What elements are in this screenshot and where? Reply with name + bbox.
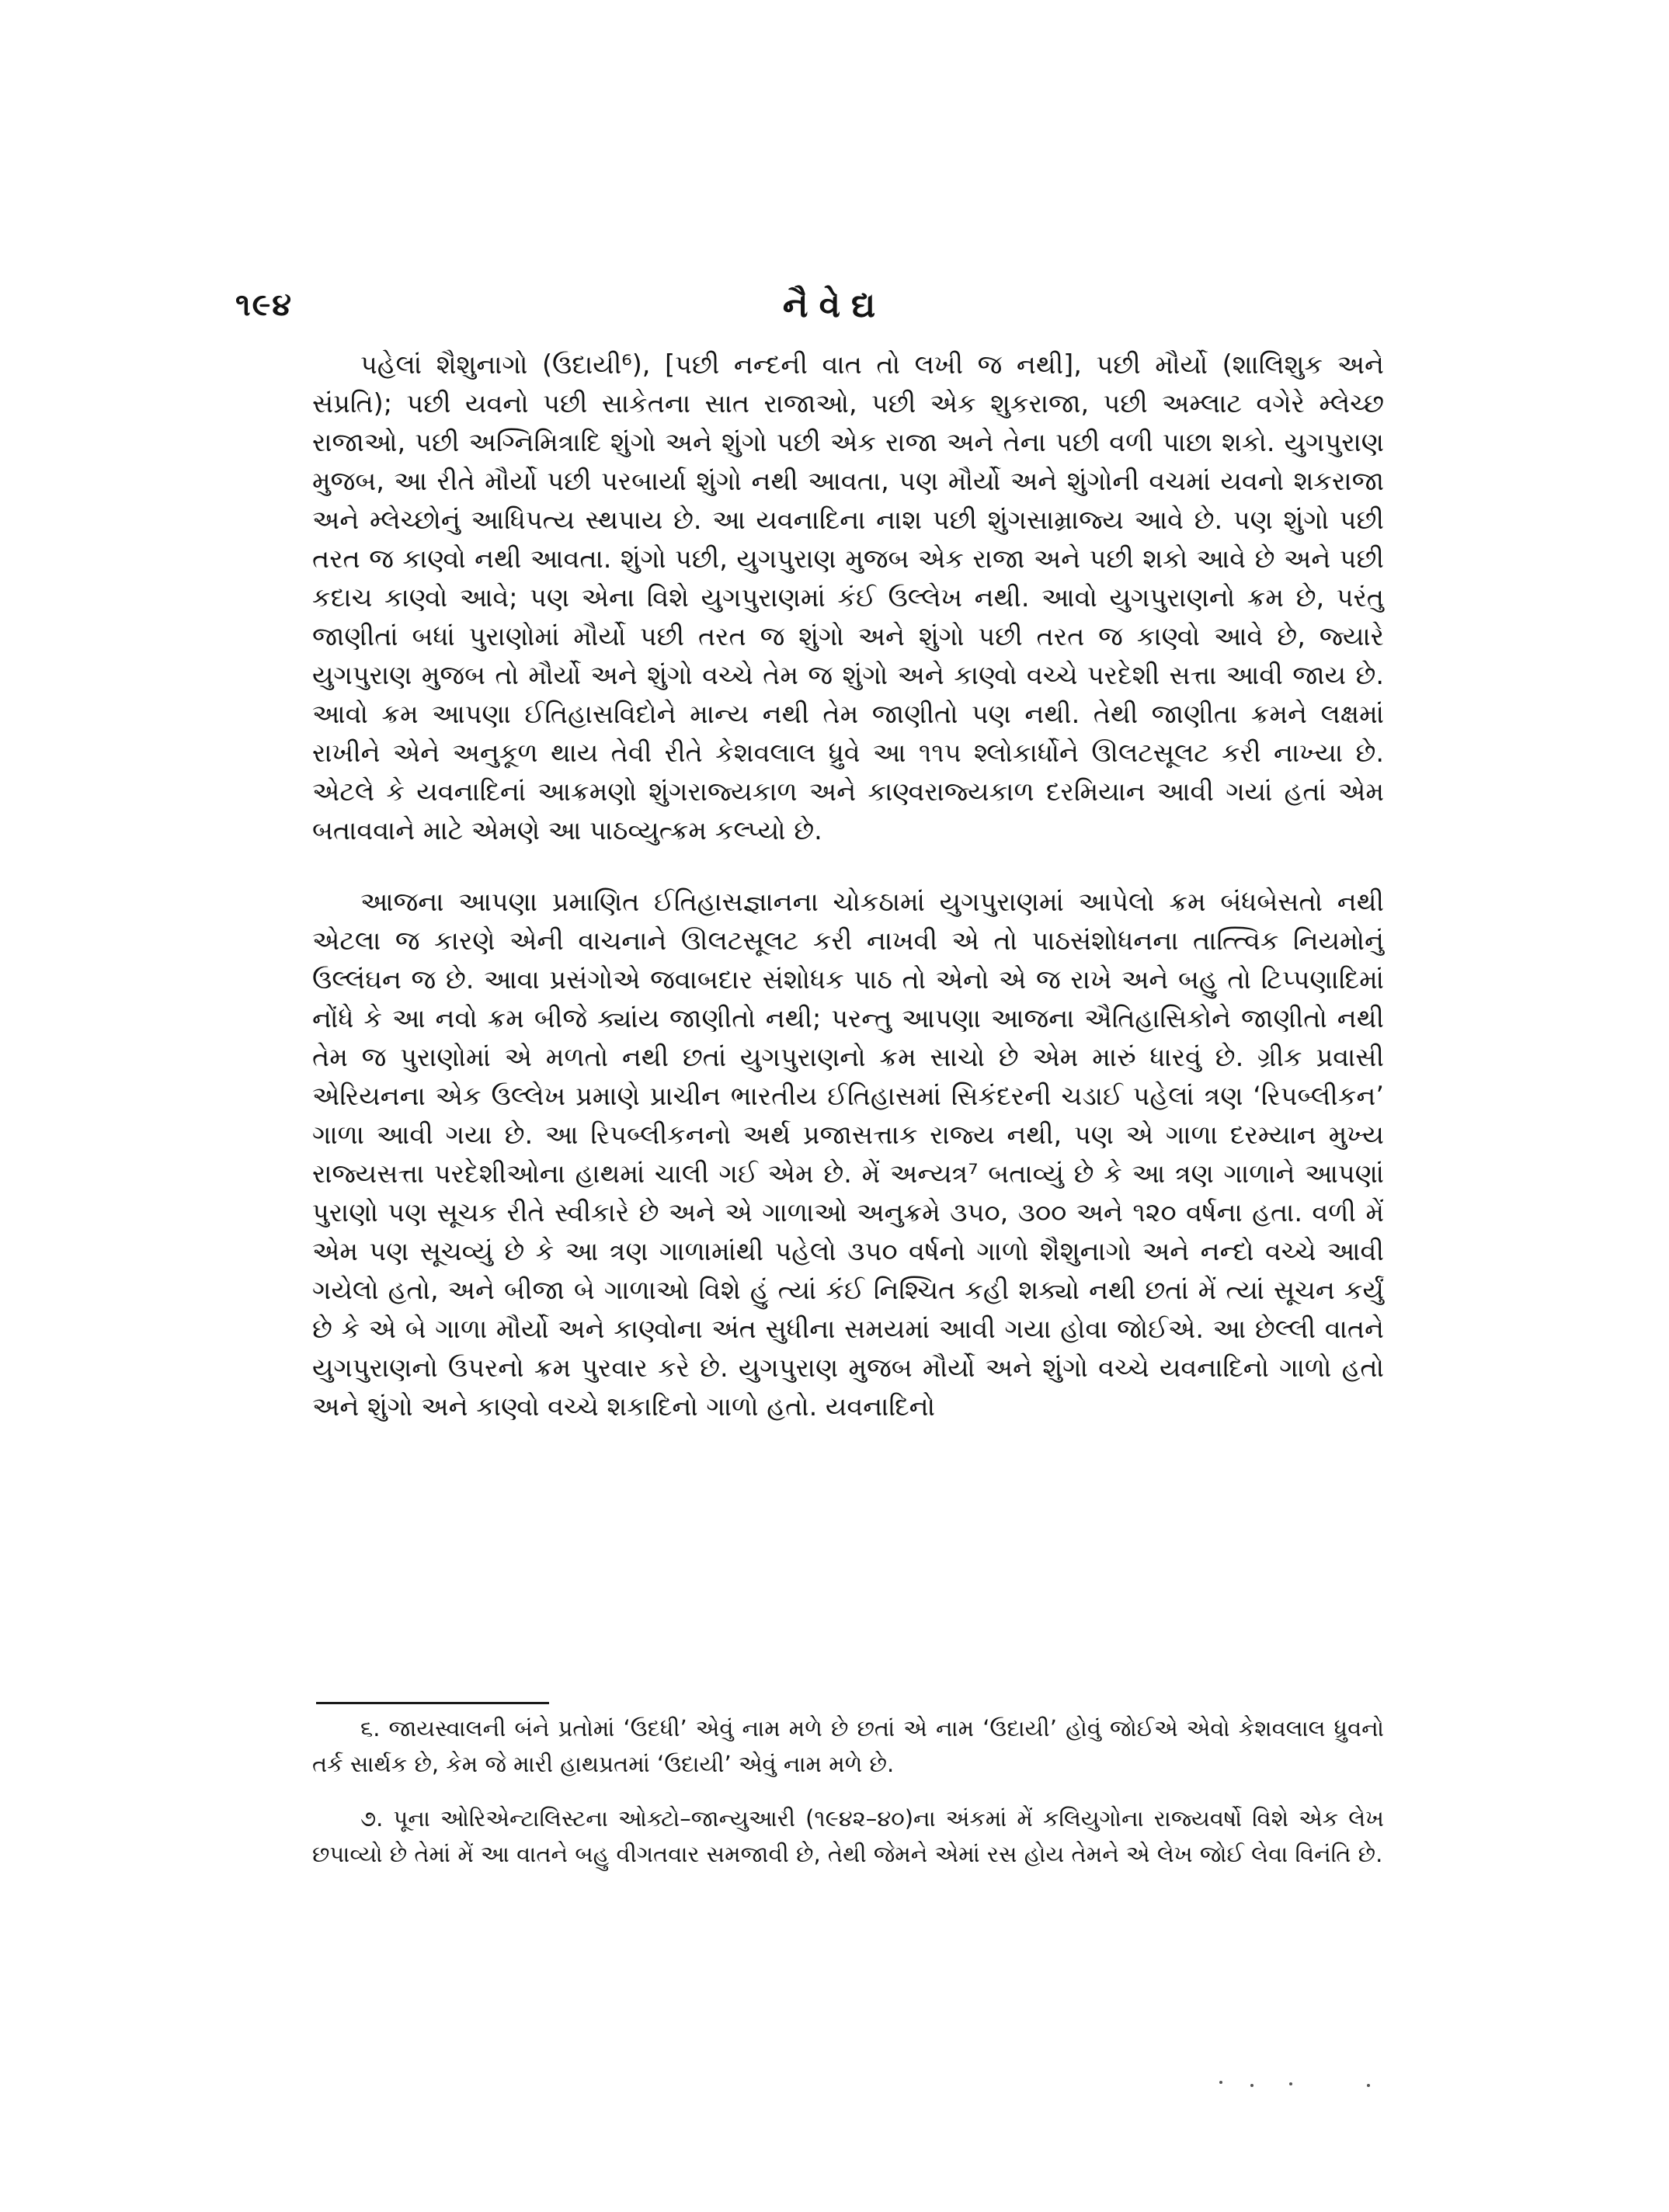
running-title: નૈવેદ્ય xyxy=(782,286,887,325)
footnotes xyxy=(312,1710,1384,1872)
print-speck xyxy=(1219,2081,1222,2084)
main-text xyxy=(312,346,1384,1426)
footnote-rule xyxy=(316,1702,549,1704)
page-number: ૧૯૪ xyxy=(235,287,294,323)
print-speck xyxy=(1367,2084,1370,2087)
footnote-7: ૭. પૂના ઓરિએન્ટાલિસ્ટના ઓક્ટો–જાન્યુઆરી (૧૯૪૨–૪૦)ના અંકમાં મેં કલિયુગોના રાજ્યવર્ષો વિશે એક લેખ છપાવ્યો છે તેમાં મેં આ વાતને બહુ વીગતવાર સમજાવી છે, તેથી જેમને એમાં રસ હોય તેમને એ લેખ જોઈ લેવા વિનંતિ છે. xyxy=(312,1805,1384,1867)
footnote-6: ૬. જાયસ્વાલની બંને પ્રતોમાં ‘ઉદધી’ એવું નામ મળે છે છતાં એ નામ ‘ઉદાયી’ હોવું જોઈએ એવો કેશવલાલ ધ્રુવનો તર્ક સાર્થક છે, કેમ જે મારી હાથપ્રતમાં ‘ઉદાયી’ એવું નામ મળે છે. xyxy=(312,1715,1384,1777)
print-speck xyxy=(1289,2082,1292,2085)
paragraph-1: પહેલાં શૈશુનાગો (ઉદાયી⁶), [પછી નન્દની વાત તો લખી જ નથી], પછી મૌર્યો (શાલિશુક અને સંપ્રતિ); પછી યવનો પછી સાકેતના સાત રાજાઓ, પછી એક શુકરાજા, પછી અમ્લાટ વગેરે મ્લેચ્છ રાજાઓ, પછી અગ્નિમિત્રાદિ શુંગો અને શુંગો પછી એક રાજા અને તેના પછી વળી પાછા શકો. યુગપુરાણ મુજબ, આ રીતે મૌર્યો પછી પરબાર્યા શુંગો નથી આવતા, પણ મૌર્યો અને શુંગોની વચમાં યવનો શકરાજા અને મ્લેચ્છોનું આધિપત્ય સ્થપાય છે. આ યવનાદિના નાશ પછી શુંગસામ્રાજ્ય આવે છે. પણ શુંગો પછી તરત જ કાણ્વો નથી આવતા. શુંગો પછી, યુગપુરાણ મુજબ એક રાજા અને પછી શકો આવે છે અને પછી કદાચ કાણ્વો આવે; પણ એના વિશે યુગપુરાણમાં કંઈ ઉલ્લેખ નથી. આવો યુગપુરાણનો ક્રમ છે, પરંતુ જાણીતાં બધાં પુરાણોમાં મૌર્યો પછી તરત જ શુંગો અને શુંગો પછી તરત જ કાણ્વો આવે છે, જ્યારે યુગપુરાણ મુજબ તો મૌર્યો અને શુંગો વચ્ચે તેમ જ શુંગો અને કાણ્વો વચ્ચે પરદેશી સત્તા આવી જાય છે. આવો ક્રમ આપણા ઈતિહાસવિદોને માન્ય નથી તેમ જાણીતો પણ નથી. તેથી જાણીતા ક્રમને લક્ષમાં રાખીને એને અનુકૂળ થાય તેવી રીતે કેશવલાલ ધ્રુવે આ ૧૧૫ શ્લોકાર્ધોને ઊલટસૂલટ કરી નાખ્યા છે. એટલે કે યવનાદિનાં આક્રમણો શુંગરાજ્યકાળ અને કાણ્વરાજ્યકાળ દરમિયાન આવી ગયાં હતાં એમ બતાવવાને માટે એમણે આ પાઠવ્યુત્ક્રમ કલ્પ્યો છે. xyxy=(312,349,1384,846)
print-speck xyxy=(1250,2084,1253,2087)
paragraph-2: આજના આપણા પ્રમાણિત ઈતિહાસજ્ઞાનના ચોકઠામાં યુગપુરાણમાં આપેલો ક્રમ બંધબેસતો નથી એટલા જ કારણે એની વાચનાને ઊલટસૂલટ કરી નાખવી એ તો પાઠસંશોધનના તાત્ત્વિક નિયમોનું ઉલ્લંઘન જ છે. આવા પ્રસંગોએ જવાબદાર સંશોધક પાઠ તો એનો એ જ રાખે અને બહુ તો ટિપ્પણાદિમાં નોંધે કે આ નવો ક્રમ બીજે ક્યાંય જાણીતો નથી; પરન્તુ આપણા આજના ઐતિહાસિકોને જાણીતો નથી તેમ જ પુરાણોમાં એ મળતો નથી છતાં યુગપુરાણનો ક્રમ સાચો છે એમ મારું ધારવું છે. ગ્રીક પ્રવાસી એરિયનના એક ઉલ્લેખ પ્રમાણે પ્રાચીન ભારતીય ઈતિહાસમાં સિકંદરની ચડાઈ પહેલાં ત્રણ ‘રિપબ્લીકન’ ગાળા આવી ગયા છે. આ રિપબ્લીકનનો અર્થ પ્રજાસત્તાક રાજ્ય નથી, પણ એ ગાળા દરમ્યાન મુખ્ય રાજ્યસત્તા પરદેશીઓના હાથમાં ચાલી ગઈ એમ છે. મેં અન્યત્ર⁷ બતાવ્યું છે કે આ ત્રણ ગાળાને આપણાં પુરાણો પણ સૂચક રીતે સ્વીકારે છે અને એ ગાળાઓ અનુક્રમે ૩૫૦, ૩૦૦ અને ૧૨૦ વર્ષના હતા. વળી મેં એમ પણ સૂચવ્યું છે કે આ ત્રણ ગાળામાંથી પહેલો ૩૫૦ વર્ષનો ગાળો શૈશુનાગો અને નન્દો વચ્ચે આવી ગયેલો હતો, અને બીજા બે ગાળાઓ વિશે હું ત્યાં કંઈ નિશ્ચિત કહી શક્યો નથી છતાં મેં ત્યાં સૂચન કર્યું છે કે એ બે ગાળા મૌર્યો અને કાણ્વોના અંત સુધીના સમયમાં આવી ગયા હોવા જોઈએ. આ છેલ્લી વાતને યુગપુરાણનો ઉપરનો ક્રમ પુરવાર કરે છે. યુગપુરાણ મુજબ મૌર્યો અને શુંગો વચ્ચે યવનાદિનો ગાળો હતો અને શુંગો અને કાણ્વો વચ્ચે શકાદિનો ગાળો હતો. યવનાદિનો xyxy=(312,887,1384,1422)
